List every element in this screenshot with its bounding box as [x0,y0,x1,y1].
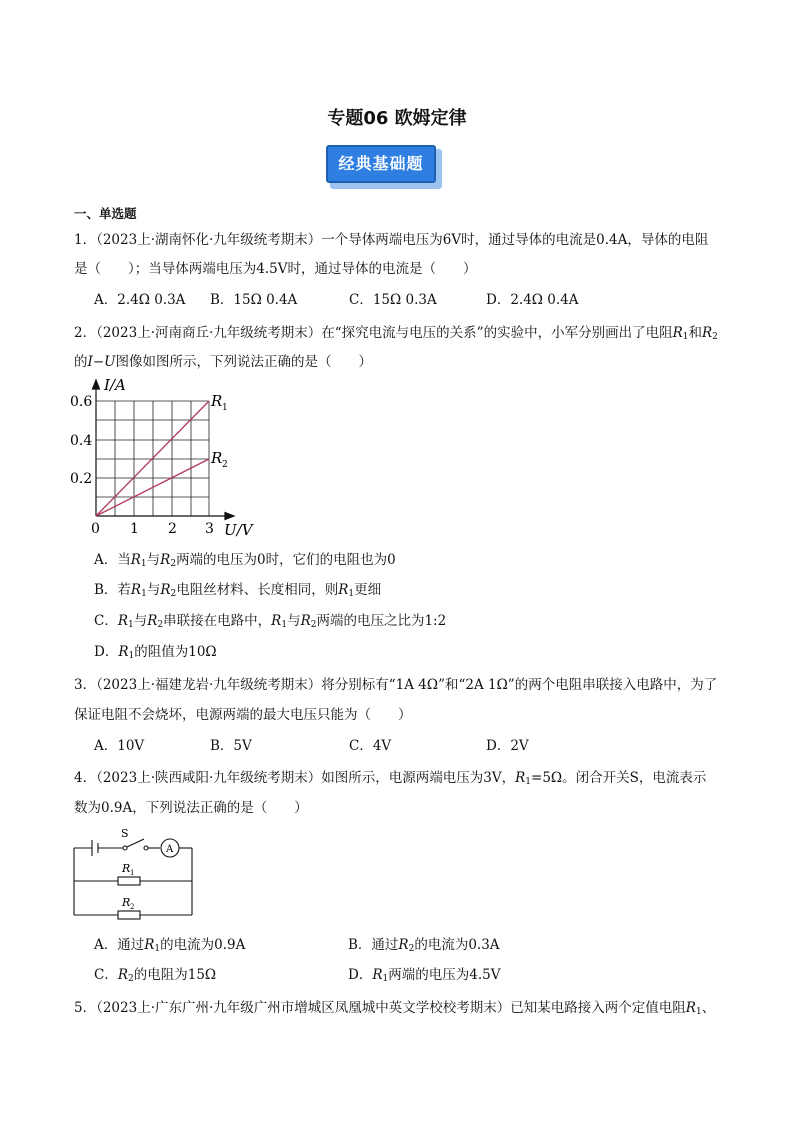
q2-option-d[interactable] [94,642,217,666]
switch-blade [127,839,144,847]
text: 的电流为0.9A [160,937,246,953]
text: 更细 [354,582,382,598]
q2-option-b[interactable] [94,580,381,604]
section-heading: 一、单选题 [74,206,137,221]
circuit-diagram [68,826,208,921]
text: A．通过 [94,937,145,953]
symbol-r: R [685,1000,696,1016]
text: C． [94,613,118,629]
text: 串联接在电路中， [163,613,272,629]
switch-pivot [123,846,127,850]
series-r2-label: R [211,449,223,467]
q4-option-c[interactable] [94,965,216,989]
subscript: 2 [310,620,317,630]
text: B．通过 [348,937,399,953]
q4-option-b[interactable] [348,935,500,959]
text: 4．（2023上·陕西咸阳·九年级统考期末）如图所示，电源两端电压为3V， [74,770,516,786]
symbol-r: R [160,552,171,568]
text: 两端的电压之比为1:2 [316,613,447,629]
r2-label: R [122,896,131,909]
text: A．当 [94,552,131,568]
symbol-r: R [338,582,349,598]
q2-option-a[interactable] [94,550,396,574]
symbol-r: R [160,582,171,598]
y-tick-label: 0.4 [70,433,93,449]
symbol-r: R [117,967,129,983]
q1-option-a[interactable]: A．2.4Ω 0.3A [94,292,186,308]
r1-label-sub: 1 [130,869,135,877]
symbol-r: R [271,613,282,629]
q3-line1: 3．（2023上·福建龙岩·九年级统考期末）将分别标有“1A 4Ω”和“2A 1Ω”的两个电阻串联接入电路中，为了 [74,677,718,693]
text: 、 [701,1000,716,1016]
q2-line1 [74,323,734,347]
subscript: 1 [348,589,355,599]
y-tick-label: 0.6 [70,394,93,410]
q3-option-c[interactable]: C．4V [349,738,392,754]
symbol-r: R [372,967,383,983]
symbol-r: R [130,552,141,568]
text: 的电流为0.3A [414,937,500,953]
subscript: 1 [281,620,288,630]
q1-option-b[interactable]: B．15Ω 0.4A [210,292,298,308]
text: 的 [74,354,88,370]
text: 与 [146,552,161,568]
q4-option-d[interactable] [348,965,500,989]
series-r1-label: R [211,392,223,410]
subscript: 1 [154,944,161,954]
x-axis-label: U/V [224,521,253,539]
q3-line2: 保证电阻不会烧坏，电源两端的最大电压只能为（ ） [74,707,412,723]
text: 图像如图所示，下列说法正确的是（ ） [115,354,373,370]
text: 两端的电压为0时，它们的电阻也为0 [176,552,396,568]
q4-option-a[interactable] [94,935,245,959]
resistor-r2 [118,911,140,919]
subscript: 1 [128,620,134,630]
q2-option-c[interactable] [94,611,446,635]
text: 的阻值为10Ω [134,644,217,660]
text: D． [348,967,373,983]
q3-option-b[interactable]: B．5V [210,738,252,754]
series-r1-label-sub: 1 [222,403,228,413]
symbol-r: R [515,770,526,786]
subscript: 1 [525,777,532,787]
symbol-r: R [300,613,311,629]
q4-line1 [74,768,734,792]
symbol-r: R [144,937,155,953]
q1-line1: 1．（2023上·湖南怀化·九年级统考期末）一个导体两端电压为6V时，通过导体的电流是0.4A，导体的电阻 [74,232,709,248]
subscript: 1 [695,1007,702,1017]
x-tick-label: 3 [205,521,214,537]
subscript: 1 [140,559,147,569]
x-tick-label: 2 [168,521,177,537]
text: 两端的电压为4.5V [388,967,501,983]
subscript: 1 [682,332,689,342]
r2-label-sub: 2 [130,903,135,911]
badge-label: 经典基础题 [326,145,436,183]
y-tick-label: 0.2 [70,471,93,487]
x-tick-label: 1 [130,521,139,537]
page-title: 专题06 欧姆定律 [327,108,467,129]
subscript: 2 [170,589,177,599]
subscript: 2 [157,620,164,630]
symbol-r: R [117,613,129,629]
subscript: 1 [382,974,389,984]
text: 和 [688,325,702,341]
q1-line2: 是（ ）；当导体两端电压为4.5V时，通过导体的电流是（ ） [74,261,477,277]
symbol-r: R [702,325,713,341]
subscript: 2 [712,332,718,342]
subscript: 1 [128,651,135,661]
text: 与 [133,613,148,629]
badge [326,145,442,189]
series-r2-label-sub: 2 [222,460,228,470]
q2-line2 [74,352,734,372]
subscript: 1 [141,589,147,599]
text: C． [94,967,118,983]
iu-graph [64,370,264,540]
symbol-i: I [87,354,93,370]
text: 的电阻为15Ω [133,967,217,983]
text: 5．（2023上·广东广州·九年级广州市增城区凤凰城中英文学校校考期末）已知某电路接入两个定值电阻 [74,1000,686,1016]
q3-option-d[interactable]: D．2V [486,738,529,754]
q1-option-c[interactable]: C．15Ω 0.3A [349,292,437,308]
symbol-r: R [672,325,683,341]
text: 与 [287,613,301,629]
text: B．若 [94,582,131,598]
text: =5Ω。闭合开关S，电流表示 [531,770,707,786]
resistor-r1 [118,877,140,885]
subscript: 2 [128,974,134,984]
q2-line1-text: 2．（2023上·河南商丘·九年级统考期末）在“探究电流与电压的关系”的实验中，小军分别画出了电阻 [74,325,673,341]
switch-contact [144,846,148,850]
series-r2-line [96,459,209,516]
q5-line1 [74,998,744,1022]
symbol-u: U [104,354,116,370]
text: 电阻丝材料、长度相同，则 [176,582,339,598]
text: 与 [146,582,161,598]
subscript: 2 [408,944,415,954]
symbol-r: R [130,582,142,598]
y-axis-label: I/A [104,376,126,394]
symbol-r: R [147,613,158,629]
switch-label: S [121,827,129,840]
q1-option-d[interactable]: D．2.4Ω 0.4A [486,292,579,308]
subscript: 2 [170,559,177,569]
q3-option-a[interactable]: A．10V [94,738,145,754]
r1-label: R [122,862,131,875]
ammeter-label: A [166,844,174,855]
x-tick-label: 0 [91,521,100,537]
q4-line2: 数为0.9A，下列说法正确的是（ ） [74,800,308,816]
symbol-r: R [398,937,409,953]
text: − [92,354,105,370]
symbol-r: R [118,644,129,660]
text: D． [94,644,119,660]
series-r1-line [96,401,209,516]
